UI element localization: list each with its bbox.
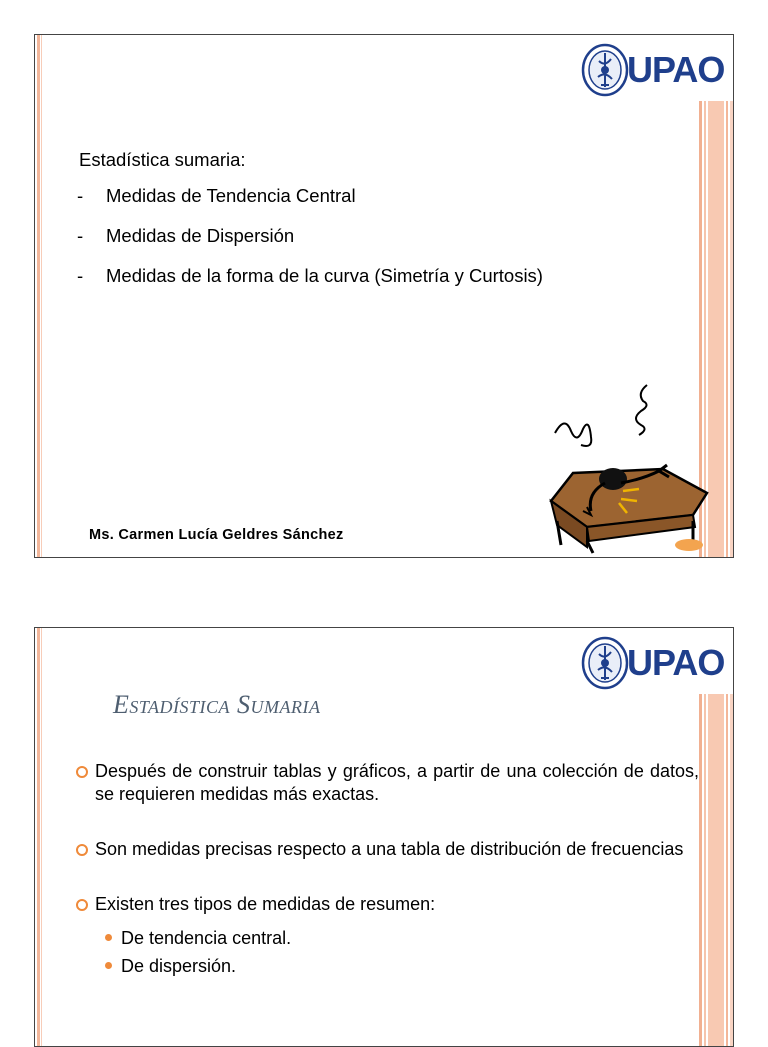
- slide-1: [34, 34, 734, 558]
- frustrated-person-desk-illustration: [543, 375, 711, 555]
- list-item: [75, 185, 543, 225]
- university-seal-icon: [581, 636, 631, 690]
- summary-list: [75, 185, 543, 305]
- upao-logo: [581, 632, 731, 690]
- list-item: [75, 225, 543, 265]
- list-item: [75, 265, 543, 305]
- right-decorative-stripes: [699, 694, 733, 1046]
- ring-bullet-icon: [76, 766, 88, 778]
- dot-bullet-icon: [105, 934, 112, 941]
- list-item-text: Medidas de Dispersión: [106, 225, 295, 246]
- list-item-text: Medidas de la forma de la curva (Simetría y Curtosis): [106, 265, 543, 286]
- left-decorative-stripes: [35, 35, 43, 557]
- bullet-text: Existen tres tipos de medidas de resumen:: [95, 894, 436, 914]
- bullet-text: Después de construir tablas y gráficos, a partir de una colección de datos, se requieren medidas más exactas.: [95, 761, 699, 804]
- bullet-text: Son medidas precisas respecto a una tabla de distribución de frecuencias: [95, 839, 684, 859]
- ring-bullet-icon: [76, 899, 88, 911]
- slide-2: [34, 627, 734, 1047]
- list-dash: -: [77, 265, 84, 286]
- sub-bullet-text: De tendencia central.: [121, 928, 292, 948]
- sub-bullet-list: [95, 924, 699, 980]
- left-decorative-stripes: [35, 628, 43, 1046]
- bullet-list: [75, 760, 699, 980]
- logo-text: UPAO: [627, 642, 725, 683]
- list-item: [75, 760, 699, 806]
- dot-bullet-icon: [105, 962, 112, 969]
- sub-list-item: [101, 952, 699, 980]
- slide-title: Estadística Sumaria: [113, 690, 321, 719]
- list-dash: -: [77, 225, 84, 246]
- ring-bullet-icon: [76, 844, 88, 856]
- upao-logo: [581, 39, 731, 97]
- list-item-text: Medidas de Tendencia Central: [106, 185, 356, 206]
- list-dash: -: [77, 185, 84, 206]
- list-item: [75, 893, 699, 980]
- sub-list-item: [101, 924, 699, 952]
- sub-bullet-text: De dispersión.: [121, 956, 237, 976]
- university-seal-icon: [581, 43, 631, 97]
- summary-heading: Estadística sumaria:: [79, 149, 246, 170]
- author-name: Ms. Carmen Lucía Geldres Sánchez: [89, 527, 344, 543]
- logo-text: UPAO: [627, 49, 725, 90]
- list-item: [75, 838, 699, 861]
